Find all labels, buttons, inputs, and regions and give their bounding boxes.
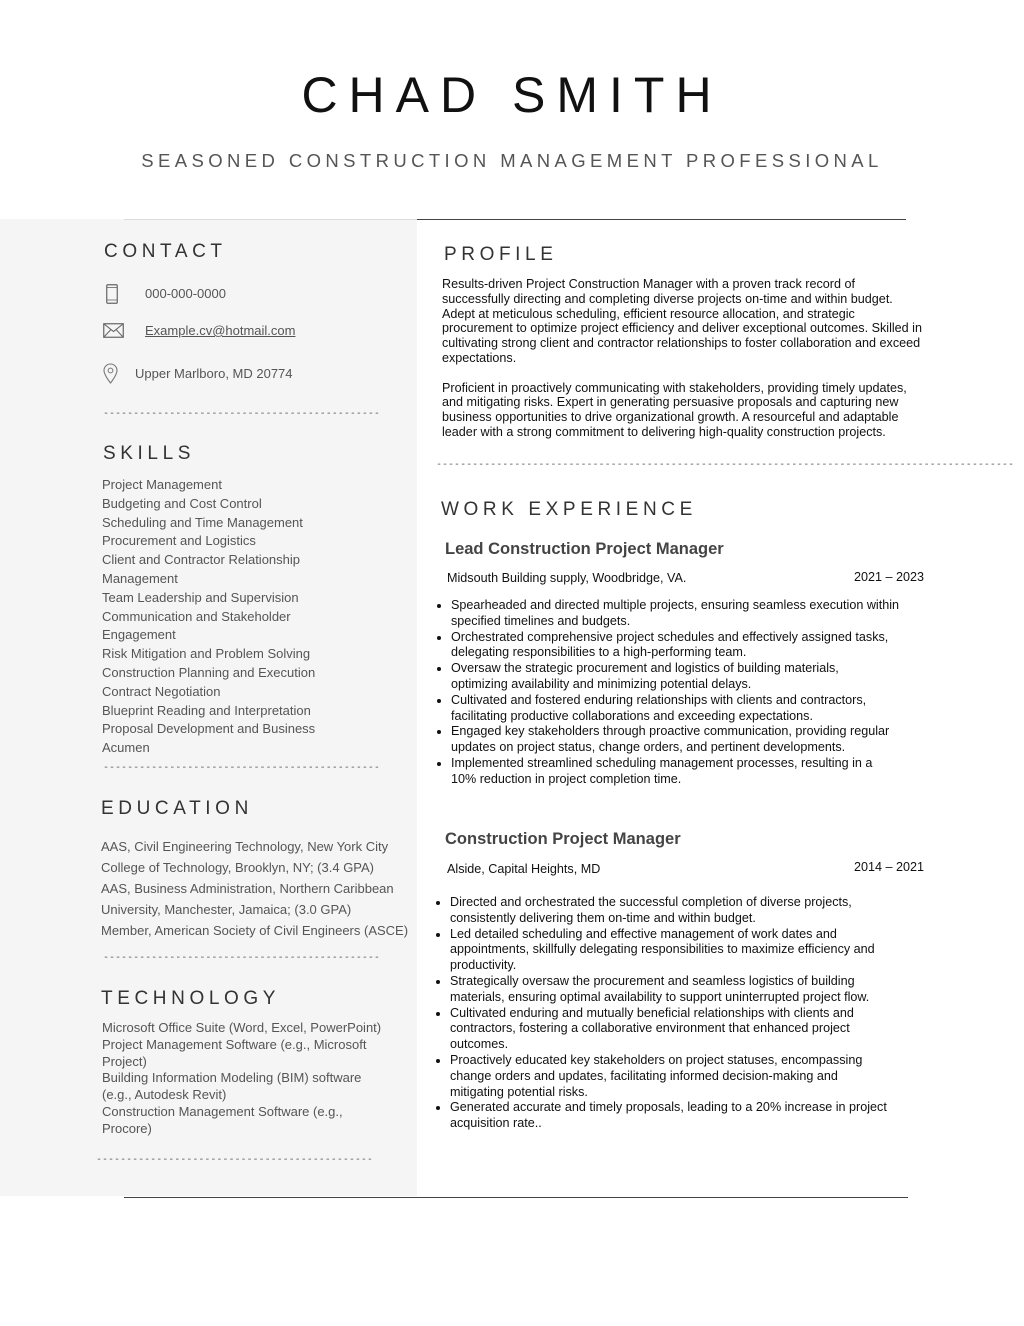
technology-item: Project) xyxy=(102,1053,147,1069)
contact-heading: CONTACT xyxy=(104,241,227,262)
job-title: Construction Project Manager xyxy=(445,830,681,848)
job-dates: 2014 – 2021 xyxy=(853,860,924,874)
profile-heading: PROFILE xyxy=(444,244,558,265)
skill-item: Blueprint Reading and Interpretation xyxy=(102,702,311,718)
skill-item: Communication and Stakeholder xyxy=(102,608,291,624)
job-bullet: • Spearheaded and directed multiple projects, ensuring seamless execution within specified timelines and budgets. xyxy=(451,598,931,630)
job-bullet: • Oversaw the strategic procurement and logistics of building materials, optimizing availability and minimizing potential delays. xyxy=(451,661,931,693)
skill-item: Risk Mitigation and Problem Solving xyxy=(102,646,311,662)
top-rule-right xyxy=(417,219,906,220)
skills-heading: SKILLS xyxy=(103,443,196,464)
job-dates: 2021 – 2023 xyxy=(853,570,924,584)
job-bullet: • Generated accurate and timely proposals, leading to a 20% increase in project acquisition rate.. xyxy=(450,1100,930,1132)
job-bullet: • Strategically oversaw the procurement and seamless logistics of building materials, ensuring optimal availability to support uninterrupted project flow. xyxy=(450,974,930,1006)
job-bullet: • Implemented streamlined scheduling management processes, resulting in a 10% reduction in project completion time. xyxy=(451,756,931,788)
job-bullet: • Led detailed scheduling and effective management of work dates and appointments, skillfully delegating responsibilities to maximize efficiency and productivity. xyxy=(450,927,930,974)
skill-item: Contract Negotiation xyxy=(102,683,221,699)
skill-item: Acumen xyxy=(102,740,150,756)
skill-item: Procurement and Logistics xyxy=(102,533,256,549)
job-bullets xyxy=(433,598,931,788)
skill-item: Engagement xyxy=(102,627,176,643)
address-text: Upper Marlboro, MD 20774 xyxy=(135,366,293,381)
top-rule-left xyxy=(124,219,417,220)
profile-paragraph-1: Results-driven Project Construction Manager with a proven track record of successfully directing and completing diverse projects on-time and within budget. Adept at meticulous scheduling, efficient resource allocation, and strategic procurement to optimize project efficiency and deliver exceptional outcomes. Skilled in cultivating strong client and contractor relationships to foster collaboration and exceed expectations. xyxy=(442,277,922,365)
technology-item: Microsoft Office Suite (Word, Excel, PowerPoint) xyxy=(102,1020,382,1035)
job-bullet: • Cultivated and fostered enduring relationships with clients and contractors, facilitating productive collaborations and exceeding expectations. xyxy=(451,693,931,725)
skill-item: Project Management xyxy=(102,477,222,492)
skill-item: Proposal Development and Business xyxy=(102,721,316,737)
resume-name: CHAD SMITH xyxy=(301,67,723,123)
education-line: College of Technology, Brooklyn, NY; (3.4 GPA) xyxy=(101,860,375,875)
job-company: Midsouth Building supply, Woodbridge, VA. xyxy=(447,571,687,585)
phone-icon xyxy=(106,284,118,304)
work-heading: WORK EXPERIENCE xyxy=(441,499,697,520)
job-bullet: • Cultivated enduring and mutually beneficial relationships with clients and contractors, fostering a collaborative environment that enhanced project outcomes. xyxy=(450,1006,930,1053)
skills-list xyxy=(102,476,402,758)
skill-item: Budgeting and Cost Control xyxy=(102,495,262,511)
job-bullet: • Orchestrated comprehensive project schedules and effectively assigned tasks, delegating responsibilities to a high-performing team. xyxy=(451,630,931,662)
profile-divider: ------------------------------------------------------------------------------------------------ xyxy=(436,459,1014,470)
job-company: Alside, Capital Heights, MD xyxy=(447,862,601,876)
education-line: University, Manchester, Jamaica; (3.0 GPA) xyxy=(101,902,352,917)
bottom-rule xyxy=(124,1197,908,1198)
education-divider: ---------------------------------------------- xyxy=(103,952,380,963)
job-title: Lead Construction Project Manager xyxy=(445,540,724,558)
skill-item: Scheduling and Time Management xyxy=(102,514,303,530)
map-pin-icon xyxy=(103,363,118,384)
job-bullets xyxy=(432,895,930,1132)
technology-item: Project Management Software (e.g., Microsoft xyxy=(102,1036,367,1052)
job-bullet: • Directed and orchestrated the successful completion of diverse projects, consistently delivering them on-time and within budget. xyxy=(450,895,930,927)
technology-item: Construction Management Software (e.g., xyxy=(102,1103,343,1119)
profile-text xyxy=(442,277,942,440)
technology-item: (e.g., Autodesk Revit) xyxy=(102,1087,227,1103)
phone-number: 000-000-0000 xyxy=(145,286,226,301)
technology-heading: TECHNOLOGY xyxy=(101,988,281,1009)
job-bullet: • Engaged key stakeholders through proactive communication, providing regular updates on project status, change orders, and pertinent developments. xyxy=(451,724,931,756)
job-bullet: • Proactively educated key stakeholders on project statuses, encompassing change orders and updates, facilitating informed decision-making and mitigating potential risks. xyxy=(450,1053,930,1100)
education-line: Member, American Society of Civil Engineers (ASCE) xyxy=(101,923,409,938)
technology-list xyxy=(102,1020,402,1138)
resume-subtitle: SEASONED CONSTRUCTION MANAGEMENT PROFESSIONAL xyxy=(141,150,883,171)
education-heading: EDUCATION xyxy=(101,798,253,819)
envelope-icon xyxy=(103,323,124,338)
technology-item: Building Information Modeling (BIM) software xyxy=(102,1070,362,1086)
technology-item: Procore) xyxy=(102,1120,152,1136)
skill-item: Construction Planning and Execution xyxy=(102,664,316,680)
skills-divider: ---------------------------------------------- xyxy=(103,762,380,773)
contact-divider: ---------------------------------------------- xyxy=(103,408,380,419)
profile-paragraph-2: Proficient in proactively communicating with stakeholders, providing timely updates, and mitigating risks. Expert in generating persuasive proposals and capturing new business opportunities to drive organizational growth. A resourceful and adaptable leader with a strong commitment to delivering high-quality construction projects. xyxy=(442,380,907,439)
education-line: AAS, Business Administration, Northern Caribbean xyxy=(101,881,394,896)
education-line: AAS, Civil Engineering Technology, New York City xyxy=(101,839,389,854)
skill-item: Client and Contractor Relationship xyxy=(102,552,300,568)
technology-divider: ---------------------------------------------- xyxy=(96,1154,373,1165)
education-block xyxy=(101,836,411,941)
skill-item: Team Leadership and Supervision xyxy=(102,589,299,605)
email-link[interactable]: Example.cv@hotmail.com xyxy=(145,323,296,338)
skill-item: Management xyxy=(102,570,178,586)
